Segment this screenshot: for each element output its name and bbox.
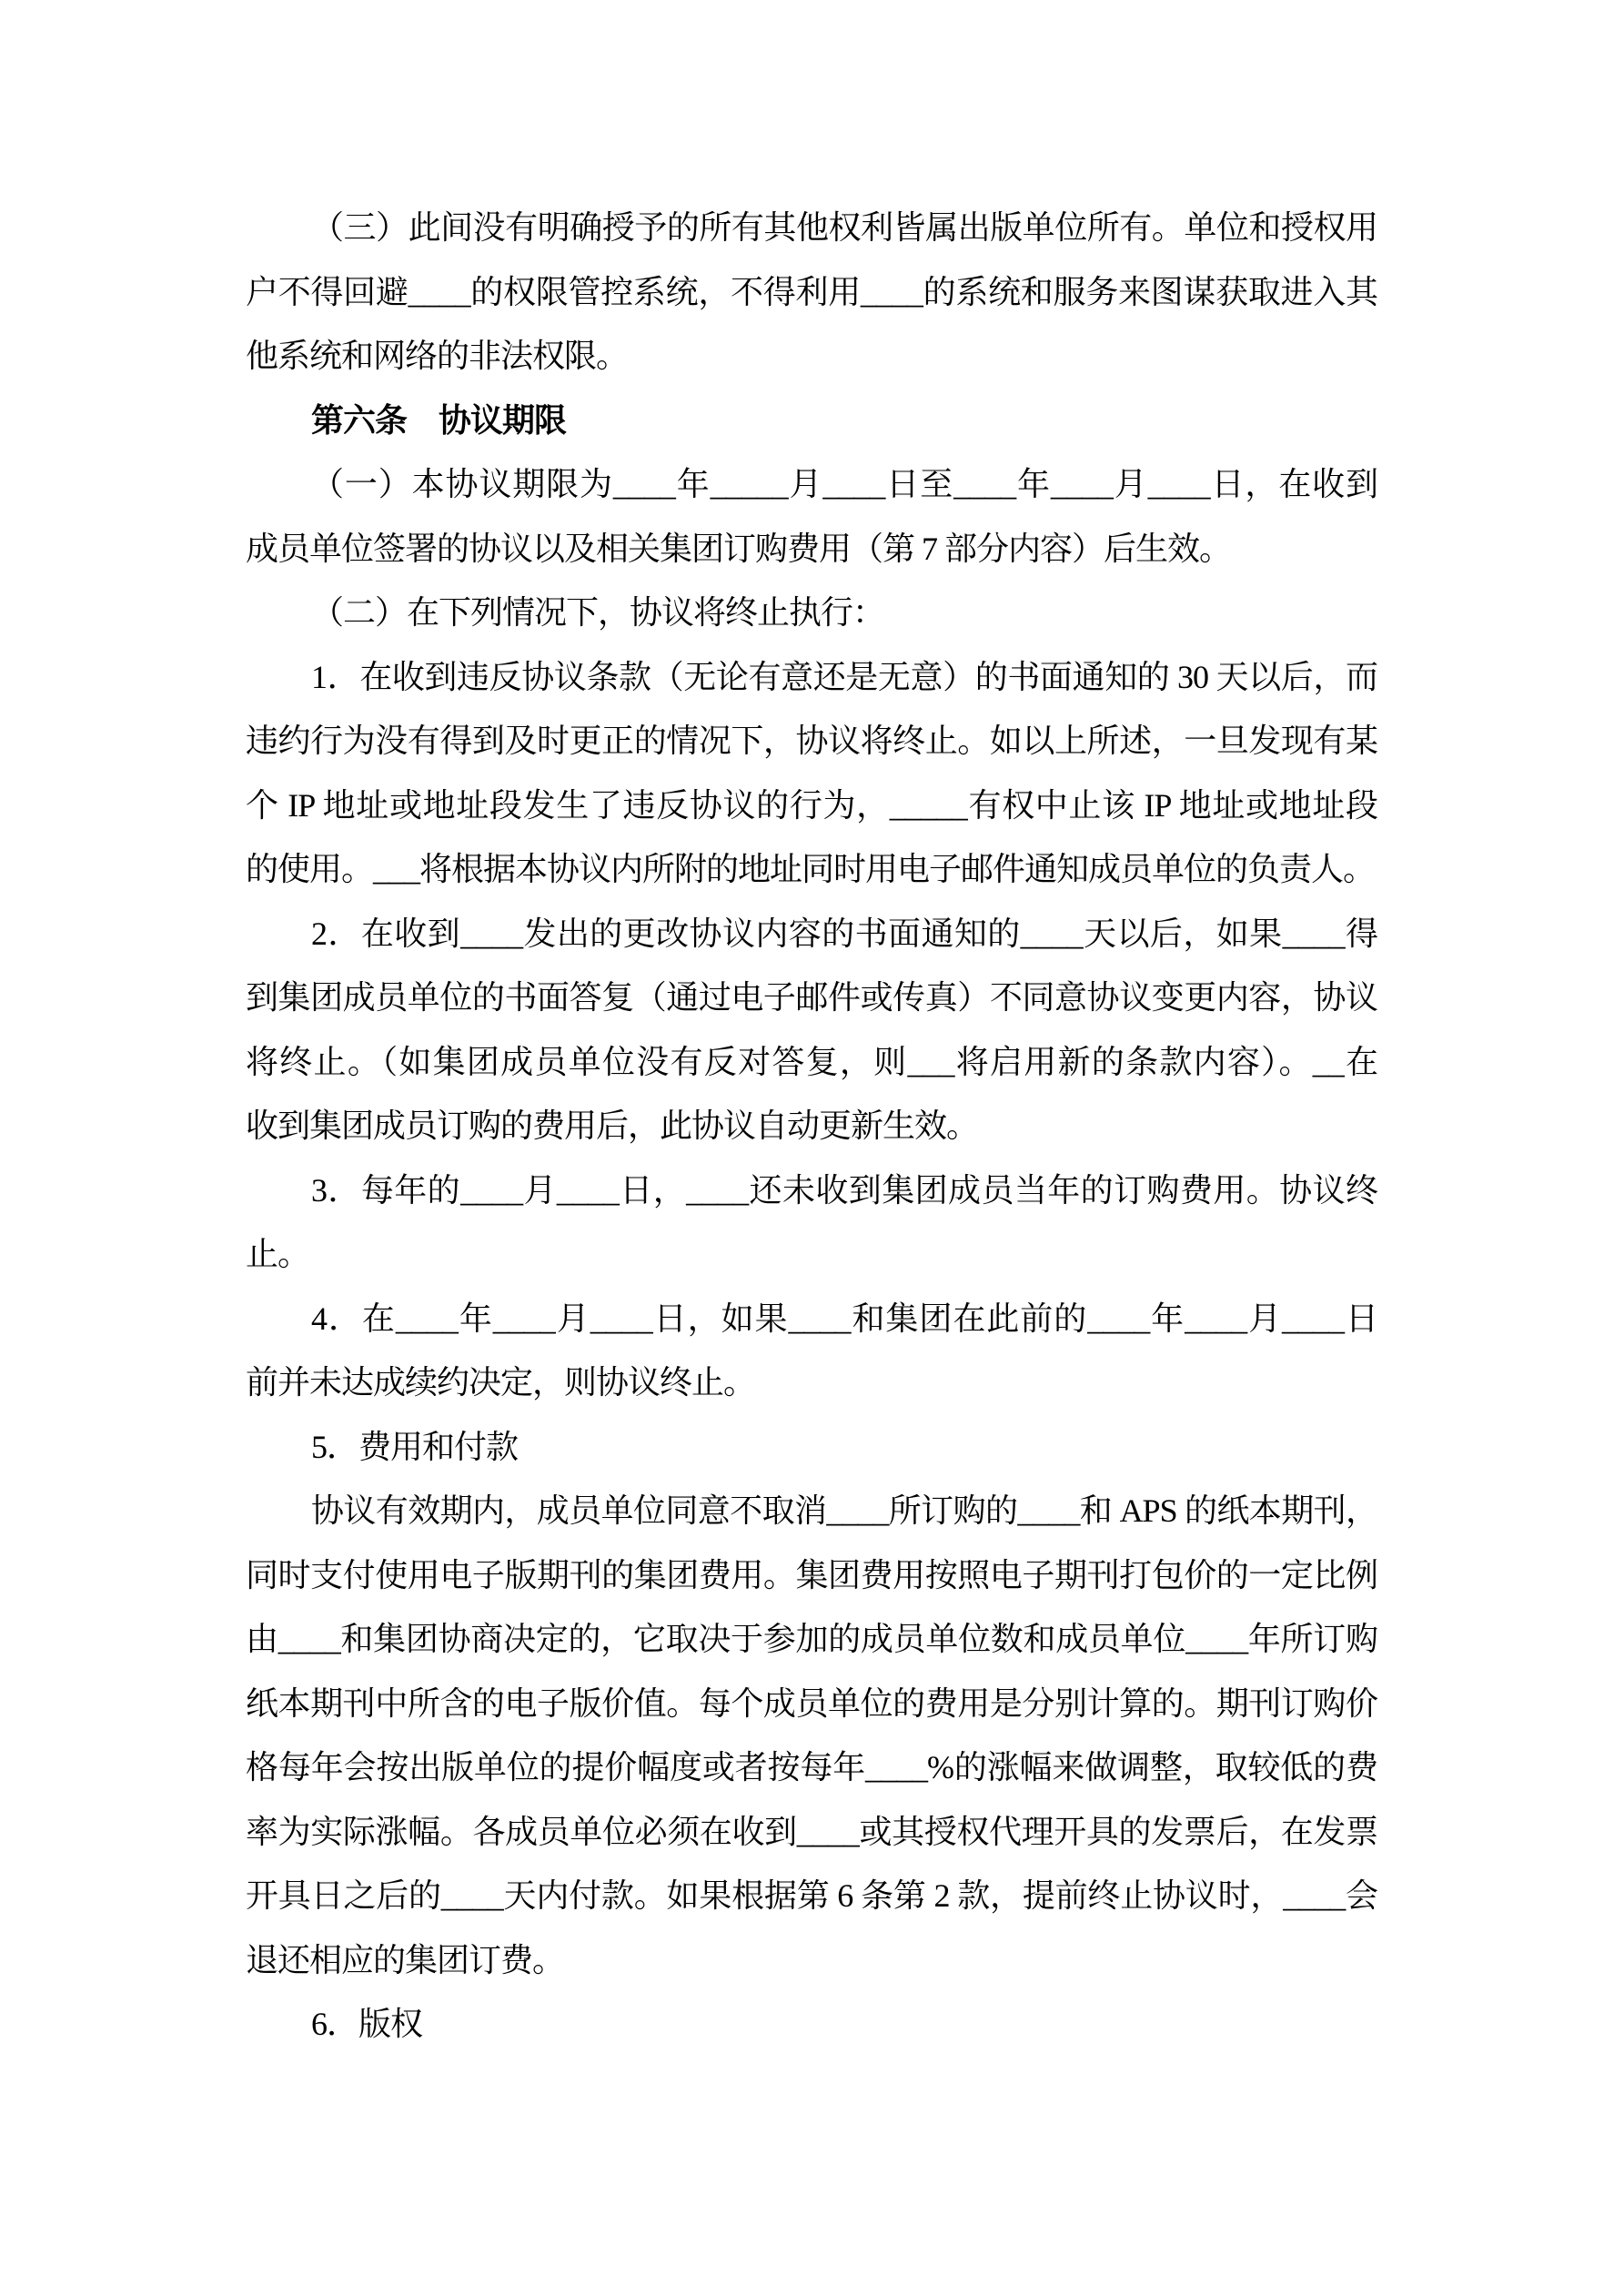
text-line: 1．在收到违反协议条款（无论有意还是无意）的书面通知的 30 天以后，而 — [311, 658, 1377, 695]
text-line: 纸本期刊中所含的电子版价值。每个成员单位的费用是分别计算的。期刊订购价 — [246, 1684, 1377, 1722]
section-heading — [246, 389, 1377, 453]
text-line: 收到集团成员订购的费用后，此协议自动更新生效。 — [246, 1108, 979, 1144]
paragraph — [246, 1158, 1377, 1287]
text-line: 止。 — [246, 1236, 310, 1272]
text-line: 由____和集团协商决定的，它取决于参加的成员单位数和成员单位____年所订购 — [246, 1621, 1377, 1657]
text-line: 5．费用和付款 — [311, 1428, 519, 1465]
text-line: 协议有效期内，成员单位同意不取消____所订购的____和 APS 的纸本期刊， — [311, 1492, 1377, 1529]
paragraph — [246, 645, 1377, 902]
text-line: 他系统和网络的非法权限。 — [246, 338, 629, 374]
text-line: 个 IP 地址或地址段发生了违反协议的行为，_____有权中止该 IP 地址或地址段 — [246, 786, 1377, 824]
text-line: 6．版权 — [311, 2006, 423, 2042]
paragraph — [246, 1992, 1377, 2057]
text-line: （二）在下列情况下，协议将终止执行： — [311, 594, 885, 631]
paragraph — [246, 196, 1377, 389]
paragraph — [246, 452, 1377, 581]
text-line: 前并未达成续约决定，则协议终止。 — [246, 1364, 756, 1401]
text-line: 退还相应的集团订费。 — [246, 1941, 565, 1978]
paragraph — [246, 1287, 1377, 1415]
text-line: 成员单位签署的协议以及相关集团订购费用（第 7 部分内容）后生效。 — [246, 530, 1232, 567]
text-line: （三）此间没有明确授予的所有其他权利皆属出版单位所有。单位和授权用 — [311, 209, 1377, 246]
document-content — [246, 196, 1377, 2057]
text-line: 2．在收到____发出的更改协议内容的书面通知的____天以后，如果____得 — [311, 915, 1377, 952]
text-line: 开具日之后的____天内付款。如果根据第 6 条第 2 款，提前终止协议时，____会 — [246, 1877, 1377, 1914]
text-line: 同时支付使用电子版期刊的集团费用。集团费用按照电子期刊打包价的一定比例 — [246, 1556, 1377, 1593]
text-line: 户不得回避____的权限管控系统，不得利用____的系统和服务来图谋获取进入其 — [246, 273, 1377, 310]
text-line: 的使用。___将根据本协议内所附的地址同时用电子邮件通知成员单位的负责人。 — [246, 851, 1376, 887]
text-line: 将终止。（如集团成员单位没有反对答复，则___将启用新的条款内容）。__在 — [246, 1043, 1377, 1080]
heading-line: 第六条 协议期限 — [311, 401, 567, 439]
text-line: 到集团成员单位的书面答复（通过电子邮件或传真）不同意协议变更内容，协议 — [246, 979, 1377, 1016]
paragraph — [246, 902, 1377, 1158]
text-line: 违约行为没有得到及时更正的情况下，协议将终止。如以上所述，一旦发现有某 — [246, 723, 1377, 759]
paragraph — [246, 581, 1377, 645]
text-line: 4．在____年____月____日，如果____和集团在此前的____年____月____日 — [311, 1300, 1377, 1337]
text-line: 3．每年的____月____日，____还未收到集团成员当年的订购费用。协议终 — [311, 1171, 1377, 1209]
text-line: 率为实际涨幅。各成员单位必须在收到____或其授权代理开具的发票后，在发票 — [246, 1813, 1377, 1850]
paragraph — [246, 1415, 1377, 1480]
text-line: 格每年会按出版单位的提价幅度或者按每年____%的涨幅来做调整，取较低的费 — [246, 1749, 1377, 1785]
text-line: （一）本协议期限为____年_____月____日至____年____月____日，在收到 — [311, 466, 1377, 502]
paragraph — [246, 1479, 1377, 1992]
